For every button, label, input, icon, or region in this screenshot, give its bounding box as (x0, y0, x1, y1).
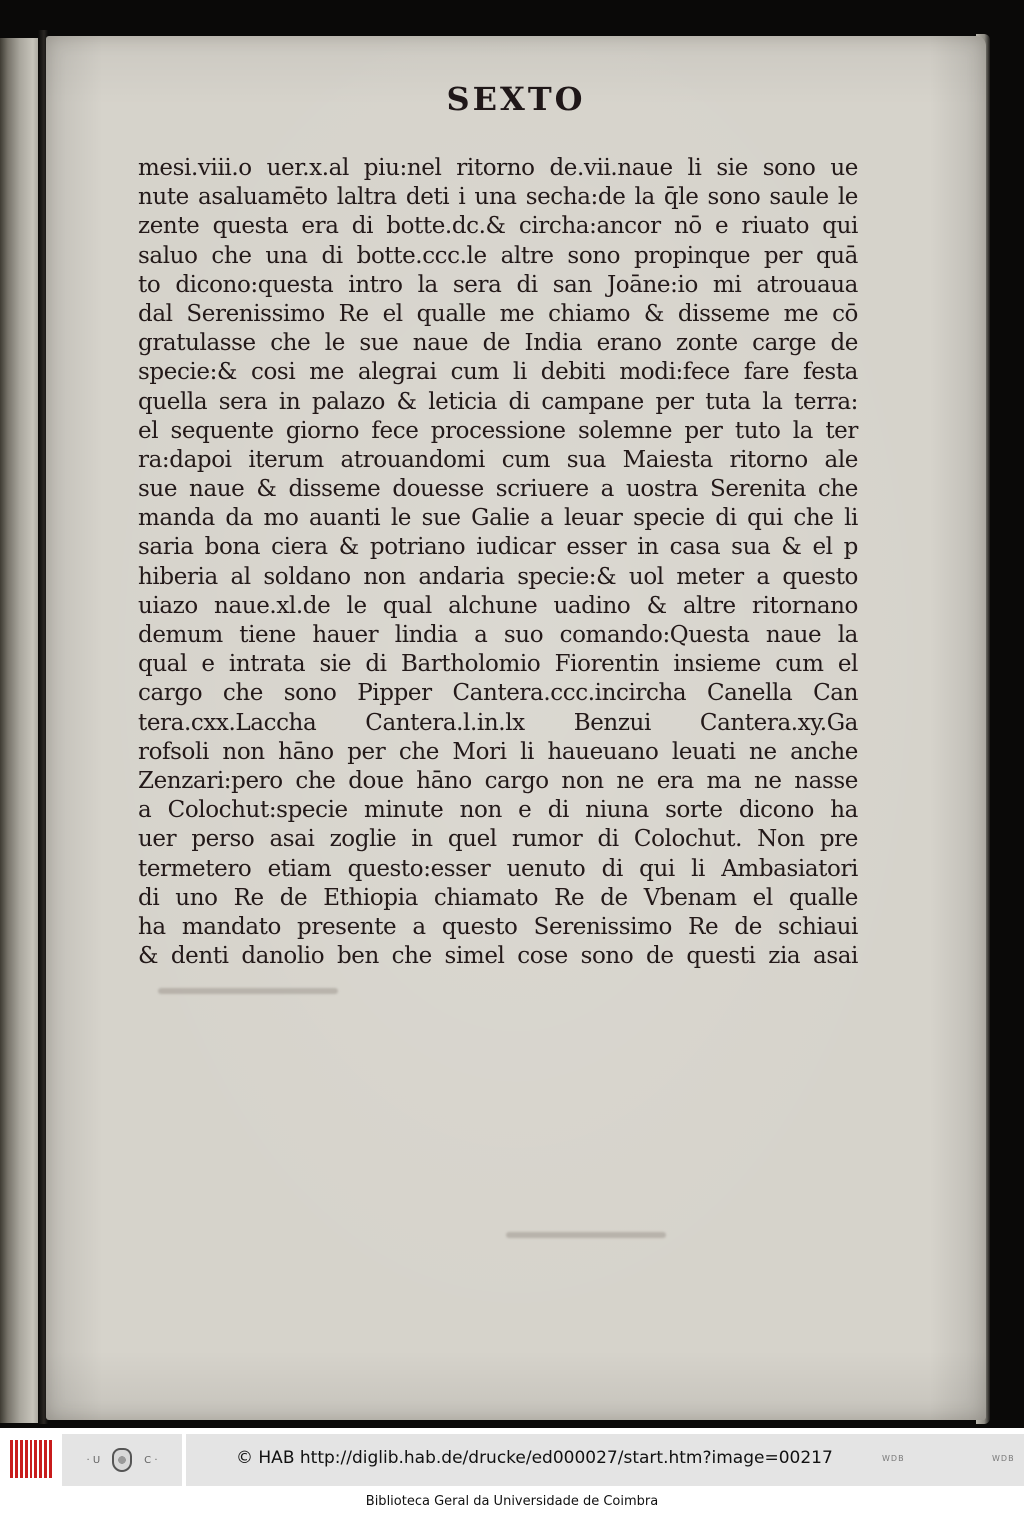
text-line: Zenzari:pero che doue hāno cargo non ne era ma ne nasse (138, 767, 858, 794)
text-line: uer perso asai zoglie in quel rumor di Colochut. Non pre (138, 826, 858, 853)
thumbnail-nav[interactable] (62, 1434, 182, 1486)
text-line: ra:dapoi iterum atrouandomi cum sua Maiesta ritorno ale (138, 446, 858, 473)
permalink-url[interactable]: © HAB http://diglib.hab.de/drucke/ed000027/start.htm?image=00217 (236, 1448, 833, 1468)
text-line: nute asaluamēto laltra deti i una secha:de la q̄le sono saule le (138, 184, 858, 211)
text-line: mesi.viii.o uer.x.al piu:nel ritorno de.vii.naue li sie sono ue (138, 155, 858, 181)
text-block (138, 154, 858, 971)
text-line: termetero etiam questo:esser uenuto di qui li Ambasiatori (138, 855, 858, 882)
text-line: rofsoli non hāno per che Mori li haueuano leuati ne anche (138, 738, 858, 765)
text-line: a Colochut:specie minute non e di niuna sorte dicono ha (138, 797, 858, 824)
text-line: & denti danolio ben che simel cose sono de questi zia asai (138, 943, 858, 970)
running-head: SEXTO (446, 80, 586, 118)
text-line: uiazo naue.xl.de le qual alchune uadino & altre ritornano (138, 592, 858, 619)
ink-smudge (506, 1232, 666, 1238)
text-line: saluo che una di botte.ccc.le altre sono propinque per quā (138, 242, 858, 269)
text-line: qual e intrata sie di Bartholomio Fiorentin insieme cum el (138, 651, 858, 678)
text-line: el sequente giorno fece processione solemne per tuto la ter (138, 417, 858, 444)
thumb-right-label: C · (144, 1454, 158, 1466)
text-line: hiberia al soldano non andaria specie:& uol meter a questo (138, 563, 858, 590)
permalink-bar (186, 1434, 1024, 1486)
text-line: manda da mo auanti le sue Galie a leuar specie di qui che li (138, 505, 858, 532)
text-line: ha mandato presente a questo Serenissimo Re de schiaui (138, 913, 858, 940)
text-line: dal Serenissimo Re el qualle me chiamo & disseme me cō (138, 300, 858, 327)
text-line: specie:& cosi me alegrai cum li debiti modi:fece fare festa (138, 359, 858, 386)
seal-icon (112, 1448, 132, 1472)
footer-credit: Biblioteca Geral da Universidade de Coimbra (365, 1494, 659, 1509)
library-logo-icon[interactable] (6, 1434, 56, 1484)
text-line: demum tiene hauer lindia a suo comando:Questa naue la (138, 622, 858, 648)
viewer-toolbar (0, 1428, 1024, 1492)
text-line: cargo che sono Pipper Cantera.ccc.incircha Canella Can (138, 680, 858, 707)
text-line: quella sera in palazo & leticia di campane per tuta la terra: (138, 388, 858, 415)
text-line: tera.cxx.Laccha Cantera.l.in.lx Benzui Cantera.xy.Ga (138, 709, 858, 736)
text-line: to dicono:questa intro la sera di san Joāne:io mi atrouaua (138, 271, 858, 298)
thumb-left-label: · U (86, 1454, 101, 1466)
wdb-mark: WDB (992, 1454, 1015, 1463)
text-line: di uno Re de Ethiopia chiamato Re de Vbenam el qualle (138, 884, 858, 911)
text-line: gratulasse che le sue naue de India erano zonte carge de (138, 330, 858, 357)
printed-page (46, 36, 986, 1420)
ink-smudge (158, 988, 338, 994)
text-line: saria bona ciera & potriano iudicar esser in casa sua & el p (138, 534, 858, 561)
wdb-mark: WDB (882, 1454, 905, 1463)
text-line: zente questa era di botte.dc.& circha:ancor nō e riuato qui (138, 213, 858, 240)
text-line: sue naue & disseme douesse scriuere a uostra Serenita che (138, 476, 858, 503)
